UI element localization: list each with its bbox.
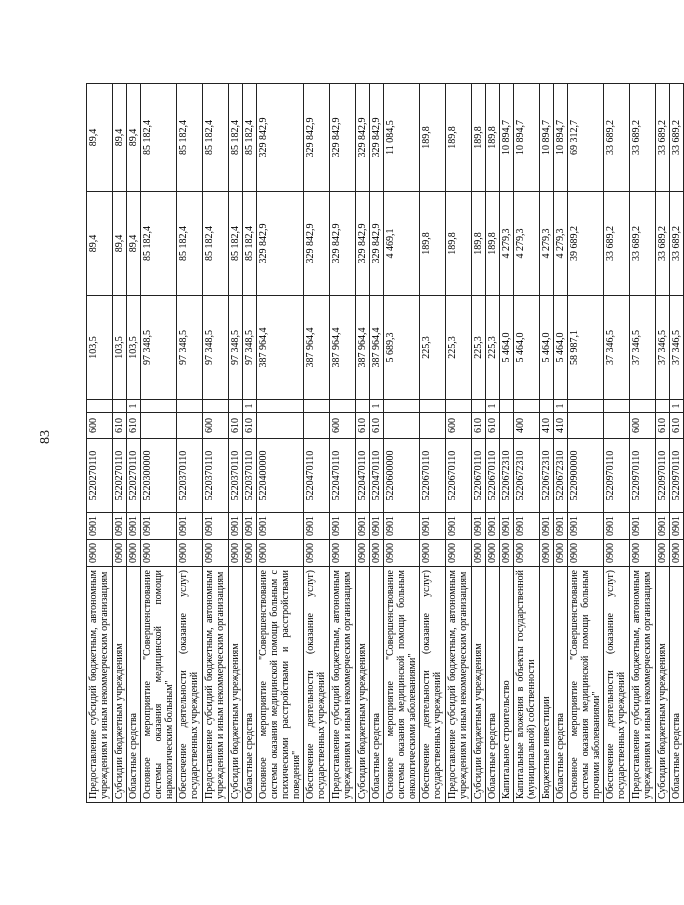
row-amount-3-cell: 329 842,9 bbox=[257, 84, 304, 192]
row-fund-code-cell bbox=[384, 400, 420, 413]
row-amount-1-cell: 97 348,5 bbox=[203, 296, 229, 400]
row-vr-code-cell bbox=[304, 413, 330, 439]
row-fund-code-cell bbox=[540, 400, 554, 413]
row-gr-code-cell: 0900 bbox=[554, 540, 568, 567]
row-fund-code-cell bbox=[229, 400, 243, 413]
row-amount-1-cell: 103,5 bbox=[113, 296, 127, 400]
row-amount-1-cell: 97 348,5 bbox=[141, 296, 177, 400]
row-rz-code-cell: 0901 bbox=[127, 513, 141, 540]
table-row bbox=[500, 84, 514, 803]
table-row bbox=[604, 84, 630, 803]
row-gr-code-cell: 0900 bbox=[356, 540, 370, 567]
row-rz-code-cell: 0901 bbox=[141, 513, 177, 540]
row-vr-code-cell bbox=[604, 413, 630, 439]
row-amount-2-cell: 189,8 bbox=[472, 192, 486, 296]
row-fund-code-cell bbox=[656, 400, 670, 413]
row-amount-3-cell: 89,4 bbox=[87, 84, 113, 192]
row-vr-code-cell: 600 bbox=[446, 413, 472, 439]
row-amount-1-cell: 37 346,5 bbox=[630, 296, 656, 400]
row-gr-code-cell: 0900 bbox=[177, 540, 203, 567]
row-fund-code-cell bbox=[356, 400, 370, 413]
row-gr-code-cell: 0900 bbox=[113, 540, 127, 567]
row-amount-1-cell: 97 348,5 bbox=[243, 296, 257, 400]
table-row bbox=[127, 84, 141, 803]
row-amount-1-cell: 387 964,4 bbox=[330, 296, 356, 400]
row-rz-code-cell: 0901 bbox=[229, 513, 243, 540]
row-vr-code-cell: 610 bbox=[113, 413, 127, 439]
row-amount-3-cell: 89,4 bbox=[127, 84, 141, 192]
row-fund-code-cell: 1 bbox=[554, 400, 568, 413]
row-fund-code-cell bbox=[141, 400, 177, 413]
row-amount-2-cell: 39 689,2 bbox=[568, 192, 604, 296]
row-csr-code-cell: 5220970110 bbox=[656, 439, 670, 513]
table-row bbox=[514, 84, 540, 803]
row-amount-3-cell: 85 182,4 bbox=[229, 84, 243, 192]
row-fund-code-cell: 1 bbox=[486, 400, 500, 413]
row-vr-code-cell bbox=[141, 413, 177, 439]
row-amount-3-cell: 189,8 bbox=[472, 84, 486, 192]
row-name-cell: Предоставление субсидий бюджетным, автономным учреждениям и иным некоммерческим организациям bbox=[87, 567, 113, 803]
row-amount-3-cell: 10 894,7 bbox=[540, 84, 554, 192]
row-name-cell: Основное мероприятие "Совершенствование системы оказания медицинской помощи больным прочими заболеваниями" bbox=[568, 567, 604, 803]
row-fund-code-cell bbox=[87, 400, 113, 413]
row-gr-code-cell: 0900 bbox=[420, 540, 446, 567]
row-gr-code-cell: 0900 bbox=[630, 540, 656, 567]
row-vr-code-cell: 410 bbox=[554, 413, 568, 439]
row-fund-code-cell bbox=[514, 400, 540, 413]
row-amount-3-cell: 33 689,2 bbox=[604, 84, 630, 192]
row-gr-code-cell: 0900 bbox=[87, 540, 113, 567]
row-name-cell: Обеспечение деятельности (оказание услуг) государственных учреждений bbox=[304, 567, 330, 803]
row-gr-code-cell: 0900 bbox=[229, 540, 243, 567]
row-amount-3-cell: 89,4 bbox=[113, 84, 127, 192]
row-amount-2-cell: 85 182,4 bbox=[243, 192, 257, 296]
row-rz-code-cell: 0901 bbox=[177, 513, 203, 540]
row-name-cell: Предоставление субсидий бюджетным, автономным учреждениям и иным некоммерческим организациям bbox=[330, 567, 356, 803]
row-csr-code-cell: 5220970110 bbox=[604, 439, 630, 513]
row-rz-code-cell: 0901 bbox=[486, 513, 500, 540]
row-amount-2-cell: 189,8 bbox=[446, 192, 472, 296]
row-amount-1-cell: 97 348,5 bbox=[177, 296, 203, 400]
row-amount-3-cell: 11 084,5 bbox=[384, 84, 420, 192]
row-amount-3-cell: 329 842,9 bbox=[370, 84, 384, 192]
row-amount-2-cell: 89,4 bbox=[127, 192, 141, 296]
row-vr-code-cell: 610 bbox=[127, 413, 141, 439]
row-amount-2-cell: 89,4 bbox=[113, 192, 127, 296]
row-fund-code-cell bbox=[177, 400, 203, 413]
row-vr-code-cell bbox=[500, 413, 514, 439]
row-fund-code-cell: 1 bbox=[127, 400, 141, 413]
row-amount-1-cell: 103,5 bbox=[87, 296, 113, 400]
row-amount-2-cell: 189,8 bbox=[486, 192, 500, 296]
row-gr-code-cell: 0900 bbox=[472, 540, 486, 567]
row-amount-3-cell: 33 689,2 bbox=[670, 84, 684, 192]
table-row bbox=[87, 84, 113, 803]
row-amount-2-cell: 33 689,2 bbox=[604, 192, 630, 296]
row-fund-code-cell bbox=[630, 400, 656, 413]
table-row bbox=[113, 84, 127, 803]
row-vr-code-cell bbox=[420, 413, 446, 439]
table-row bbox=[257, 84, 304, 803]
row-csr-code-cell: 5220600000 bbox=[384, 439, 420, 513]
row-fund-code-cell bbox=[604, 400, 630, 413]
page-number: 83 bbox=[38, 430, 53, 444]
row-csr-code-cell: 5220672310 bbox=[514, 439, 540, 513]
row-fund-code-cell bbox=[113, 400, 127, 413]
row-gr-code-cell: 0900 bbox=[540, 540, 554, 567]
row-amount-2-cell: 85 182,4 bbox=[229, 192, 243, 296]
budget-table bbox=[86, 83, 684, 803]
row-gr-code-cell: 0900 bbox=[514, 540, 540, 567]
row-vr-code-cell: 400 bbox=[514, 413, 540, 439]
row-csr-code-cell: 5220672310 bbox=[500, 439, 514, 513]
row-name-cell: Основное мероприятие "Совершенствование системы оказания медицинской помощи больным с психическими расстройствами и расстройствами поведения" bbox=[257, 567, 304, 803]
row-amount-2-cell: 33 689,2 bbox=[670, 192, 684, 296]
table-row bbox=[229, 84, 243, 803]
row-amount-3-cell: 329 842,9 bbox=[330, 84, 356, 192]
table-row bbox=[330, 84, 356, 803]
row-amount-1-cell: 387 964,4 bbox=[257, 296, 304, 400]
row-vr-code-cell: 610 bbox=[243, 413, 257, 439]
table-row bbox=[540, 84, 554, 803]
row-gr-code-cell: 0900 bbox=[141, 540, 177, 567]
row-amount-3-cell: 10 894,7 bbox=[554, 84, 568, 192]
table-row bbox=[554, 84, 568, 803]
row-rz-code-cell: 0901 bbox=[554, 513, 568, 540]
row-name-cell: Областные средства bbox=[370, 567, 384, 803]
row-amount-1-cell: 97 348,5 bbox=[229, 296, 243, 400]
row-rz-code-cell: 0901 bbox=[113, 513, 127, 540]
row-csr-code-cell: 5220670110 bbox=[472, 439, 486, 513]
row-amount-2-cell: 4 279,3 bbox=[540, 192, 554, 296]
row-amount-1-cell: 5 464,0 bbox=[554, 296, 568, 400]
row-rz-code-cell: 0901 bbox=[87, 513, 113, 540]
row-rz-code-cell: 0901 bbox=[330, 513, 356, 540]
row-amount-2-cell: 329 842,9 bbox=[370, 192, 384, 296]
row-rz-code-cell: 0901 bbox=[604, 513, 630, 540]
row-csr-code-cell: 5220672310 bbox=[554, 439, 568, 513]
row-rz-code-cell: 0901 bbox=[500, 513, 514, 540]
row-amount-3-cell: 33 689,2 bbox=[630, 84, 656, 192]
row-amount-3-cell: 189,8 bbox=[420, 84, 446, 192]
row-name-cell: Предоставление субсидий бюджетным, автономным учреждениям и иным некоммерческим организациям bbox=[446, 567, 472, 803]
row-rz-code-cell: 0901 bbox=[420, 513, 446, 540]
row-amount-1-cell: 225,3 bbox=[486, 296, 500, 400]
row-vr-code-cell bbox=[568, 413, 604, 439]
row-name-cell: Капитальное строительство bbox=[500, 567, 514, 803]
row-name-cell: Областные средства bbox=[670, 567, 684, 803]
table-row bbox=[486, 84, 500, 803]
row-amount-2-cell: 33 689,2 bbox=[630, 192, 656, 296]
table-row bbox=[568, 84, 604, 803]
row-vr-code-cell: 600 bbox=[87, 413, 113, 439]
row-rz-code-cell: 0901 bbox=[630, 513, 656, 540]
table-row bbox=[203, 84, 229, 803]
row-amount-2-cell: 4 469,1 bbox=[384, 192, 420, 296]
row-rz-code-cell: 0901 bbox=[670, 513, 684, 540]
row-amount-1-cell: 225,3 bbox=[420, 296, 446, 400]
row-name-cell: Областные средства bbox=[127, 567, 141, 803]
row-gr-code-cell: 0900 bbox=[604, 540, 630, 567]
row-name-cell: Субсидии бюджетным учреждениям bbox=[113, 567, 127, 803]
row-name-cell: Субсидии бюджетным учреждениям bbox=[472, 567, 486, 803]
row-vr-code-cell: 610 bbox=[670, 413, 684, 439]
row-name-cell: Предоставление субсидий бюджетным, автономным учреждениям и иным некоммерческим организациям bbox=[630, 567, 656, 803]
table-row bbox=[446, 84, 472, 803]
row-gr-code-cell: 0900 bbox=[656, 540, 670, 567]
row-amount-2-cell: 329 842,9 bbox=[356, 192, 370, 296]
row-csr-code-cell: 5220270110 bbox=[113, 439, 127, 513]
budget-table-body bbox=[87, 84, 684, 803]
row-rz-code-cell: 0901 bbox=[243, 513, 257, 540]
row-amount-1-cell: 387 964,4 bbox=[370, 296, 384, 400]
row-name-cell: Субсидии бюджетным учреждениям bbox=[656, 567, 670, 803]
row-fund-code-cell bbox=[500, 400, 514, 413]
row-vr-code-cell bbox=[257, 413, 304, 439]
row-csr-code-cell: 5220470110 bbox=[370, 439, 384, 513]
row-csr-code-cell: 5220672310 bbox=[540, 439, 554, 513]
row-amount-2-cell: 89,4 bbox=[87, 192, 113, 296]
row-fund-code-cell: 1 bbox=[243, 400, 257, 413]
row-amount-1-cell: 37 346,5 bbox=[656, 296, 670, 400]
row-amount-3-cell: 85 182,4 bbox=[243, 84, 257, 192]
table-row bbox=[177, 84, 203, 803]
row-amount-1-cell: 387 964,4 bbox=[304, 296, 330, 400]
row-gr-code-cell: 0900 bbox=[203, 540, 229, 567]
row-csr-code-cell: 5220270110 bbox=[127, 439, 141, 513]
row-amount-3-cell: 85 182,4 bbox=[203, 84, 229, 192]
row-csr-code-cell: 5220300000 bbox=[141, 439, 177, 513]
budget-table-rotated-container bbox=[86, 84, 682, 803]
row-fund-code-cell: 1 bbox=[670, 400, 684, 413]
row-csr-code-cell: 5220900000 bbox=[568, 439, 604, 513]
row-name-cell: Обеспечение деятельности (оказание услуг) государственных учреждений bbox=[177, 567, 203, 803]
table-row bbox=[304, 84, 330, 803]
row-name-cell: Областные средства bbox=[486, 567, 500, 803]
row-gr-code-cell: 0900 bbox=[568, 540, 604, 567]
row-amount-1-cell: 5 464,0 bbox=[540, 296, 554, 400]
row-gr-code-cell: 0900 bbox=[370, 540, 384, 567]
table-row bbox=[356, 84, 370, 803]
row-vr-code-cell: 600 bbox=[630, 413, 656, 439]
row-fund-code-cell bbox=[568, 400, 604, 413]
row-amount-2-cell: 85 182,4 bbox=[177, 192, 203, 296]
row-name-cell: Субсидии бюджетным учреждениям bbox=[229, 567, 243, 803]
row-rz-code-cell: 0901 bbox=[656, 513, 670, 540]
row-csr-code-cell: 5220670110 bbox=[446, 439, 472, 513]
row-csr-code-cell: 5220370110 bbox=[203, 439, 229, 513]
row-fund-code-cell: 1 bbox=[370, 400, 384, 413]
row-gr-code-cell: 0900 bbox=[670, 540, 684, 567]
row-name-cell: Областные средства bbox=[554, 567, 568, 803]
row-gr-code-cell: 0900 bbox=[304, 540, 330, 567]
row-vr-code-cell bbox=[384, 413, 420, 439]
row-amount-3-cell: 329 842,9 bbox=[356, 84, 370, 192]
row-gr-code-cell: 0900 bbox=[127, 540, 141, 567]
row-vr-code-cell: 610 bbox=[370, 413, 384, 439]
row-name-cell: Обеспечение деятельности (оказание услуг) государственных учреждений bbox=[420, 567, 446, 803]
row-rz-code-cell: 0901 bbox=[568, 513, 604, 540]
row-gr-code-cell: 0900 bbox=[446, 540, 472, 567]
row-csr-code-cell: 5220670110 bbox=[420, 439, 446, 513]
table-row bbox=[243, 84, 257, 803]
row-csr-code-cell: 5220370110 bbox=[243, 439, 257, 513]
table-row bbox=[472, 84, 486, 803]
row-csr-code-cell: 5220370110 bbox=[229, 439, 243, 513]
row-name-cell: Предоставление субсидий бюджетным, автономным учреждениям и иным некоммерческим организациям bbox=[203, 567, 229, 803]
row-gr-code-cell: 0900 bbox=[500, 540, 514, 567]
row-amount-2-cell: 4 279,3 bbox=[500, 192, 514, 296]
row-fund-code-cell bbox=[420, 400, 446, 413]
row-gr-code-cell: 0900 bbox=[384, 540, 420, 567]
row-vr-code-cell: 610 bbox=[472, 413, 486, 439]
row-amount-2-cell: 329 842,9 bbox=[257, 192, 304, 296]
row-rz-code-cell: 0901 bbox=[370, 513, 384, 540]
row-amount-3-cell: 69 312,7 bbox=[568, 84, 604, 192]
row-gr-code-cell: 0900 bbox=[243, 540, 257, 567]
row-vr-code-cell: 600 bbox=[203, 413, 229, 439]
row-amount-2-cell: 4 279,3 bbox=[554, 192, 568, 296]
row-rz-code-cell: 0901 bbox=[356, 513, 370, 540]
row-rz-code-cell: 0901 bbox=[472, 513, 486, 540]
row-amount-3-cell: 329 842,9 bbox=[304, 84, 330, 192]
row-amount-3-cell: 10 894,7 bbox=[514, 84, 540, 192]
row-csr-code-cell: 5220470110 bbox=[330, 439, 356, 513]
row-amount-1-cell: 37 346,5 bbox=[604, 296, 630, 400]
table-row bbox=[420, 84, 446, 803]
row-amount-3-cell: 189,8 bbox=[446, 84, 472, 192]
row-amount-1-cell: 58 987,1 bbox=[568, 296, 604, 400]
row-amount-1-cell: 387 964,4 bbox=[356, 296, 370, 400]
row-amount-2-cell: 329 842,9 bbox=[304, 192, 330, 296]
row-amount-3-cell: 10 894,7 bbox=[500, 84, 514, 192]
row-amount-2-cell: 85 182,4 bbox=[141, 192, 177, 296]
row-amount-1-cell: 5 464,0 bbox=[500, 296, 514, 400]
row-amount-2-cell: 189,8 bbox=[420, 192, 446, 296]
row-amount-2-cell: 85 182,4 bbox=[203, 192, 229, 296]
row-amount-1-cell: 103,5 bbox=[127, 296, 141, 400]
row-name-cell: Обеспечение деятельности (оказание услуг) государственных учреждений bbox=[604, 567, 630, 803]
table-row bbox=[384, 84, 420, 803]
row-csr-code-cell: 5220470110 bbox=[304, 439, 330, 513]
row-rz-code-cell: 0901 bbox=[514, 513, 540, 540]
row-amount-3-cell: 33 689,2 bbox=[656, 84, 670, 192]
row-gr-code-cell: 0900 bbox=[257, 540, 304, 567]
table-row bbox=[141, 84, 177, 803]
table-row bbox=[370, 84, 384, 803]
row-csr-code-cell: 5220370110 bbox=[177, 439, 203, 513]
row-vr-code-cell bbox=[177, 413, 203, 439]
row-gr-code-cell: 0900 bbox=[330, 540, 356, 567]
row-csr-code-cell: 5220470110 bbox=[356, 439, 370, 513]
row-fund-code-cell bbox=[472, 400, 486, 413]
row-name-cell: Областные средства bbox=[243, 567, 257, 803]
row-name-cell: Основное мероприятие "Совершенствование системы оказания медицинской помощи больным онкологическими заболеваниями" bbox=[384, 567, 420, 803]
row-vr-code-cell: 600 bbox=[330, 413, 356, 439]
row-vr-code-cell: 610 bbox=[356, 413, 370, 439]
row-amount-1-cell: 5 689,3 bbox=[384, 296, 420, 400]
row-rz-code-cell: 0901 bbox=[446, 513, 472, 540]
row-gr-code-cell: 0900 bbox=[486, 540, 500, 567]
row-amount-1-cell: 37 346,5 bbox=[670, 296, 684, 400]
row-csr-code-cell: 5220670110 bbox=[486, 439, 500, 513]
row-csr-code-cell: 5220970110 bbox=[670, 439, 684, 513]
row-name-cell: Субсидии бюджетным учреждениям bbox=[356, 567, 370, 803]
table-row bbox=[670, 84, 684, 803]
row-rz-code-cell: 0901 bbox=[540, 513, 554, 540]
row-fund-code-cell bbox=[257, 400, 304, 413]
row-amount-2-cell: 329 842,9 bbox=[330, 192, 356, 296]
row-rz-code-cell: 0901 bbox=[257, 513, 304, 540]
row-amount-1-cell: 5 464,0 bbox=[514, 296, 540, 400]
table-row bbox=[656, 84, 670, 803]
row-name-cell: Основное мероприятие "Совершенствование системы оказания медицинской помощи наркологическим больным" bbox=[141, 567, 177, 803]
row-amount-3-cell: 189,8 bbox=[486, 84, 500, 192]
row-amount-2-cell: 33 689,2 bbox=[656, 192, 670, 296]
row-amount-1-cell: 225,3 bbox=[472, 296, 486, 400]
row-rz-code-cell: 0901 bbox=[203, 513, 229, 540]
row-csr-code-cell: 5220400000 bbox=[257, 439, 304, 513]
row-fund-code-cell bbox=[330, 400, 356, 413]
row-vr-code-cell: 410 bbox=[540, 413, 554, 439]
row-rz-code-cell: 0901 bbox=[304, 513, 330, 540]
table-row bbox=[630, 84, 656, 803]
row-amount-2-cell: 4 279,3 bbox=[514, 192, 540, 296]
row-fund-code-cell bbox=[304, 400, 330, 413]
row-amount-3-cell: 85 182,4 bbox=[177, 84, 203, 192]
row-rz-code-cell: 0901 bbox=[384, 513, 420, 540]
row-csr-code-cell: 5220270110 bbox=[87, 439, 113, 513]
row-name-cell: Капитальные вложения в объекты государственной (муниципальной) собственности bbox=[514, 567, 540, 803]
row-amount-3-cell: 85 182,4 bbox=[141, 84, 177, 192]
row-amount-1-cell: 225,3 bbox=[446, 296, 472, 400]
row-name-cell: Бюджетные инвестиции bbox=[540, 567, 554, 803]
row-vr-code-cell: 610 bbox=[229, 413, 243, 439]
row-vr-code-cell: 610 bbox=[656, 413, 670, 439]
row-vr-code-cell: 610 bbox=[486, 413, 500, 439]
row-csr-code-cell: 5220970110 bbox=[630, 439, 656, 513]
row-fund-code-cell bbox=[446, 400, 472, 413]
row-fund-code-cell bbox=[203, 400, 229, 413]
